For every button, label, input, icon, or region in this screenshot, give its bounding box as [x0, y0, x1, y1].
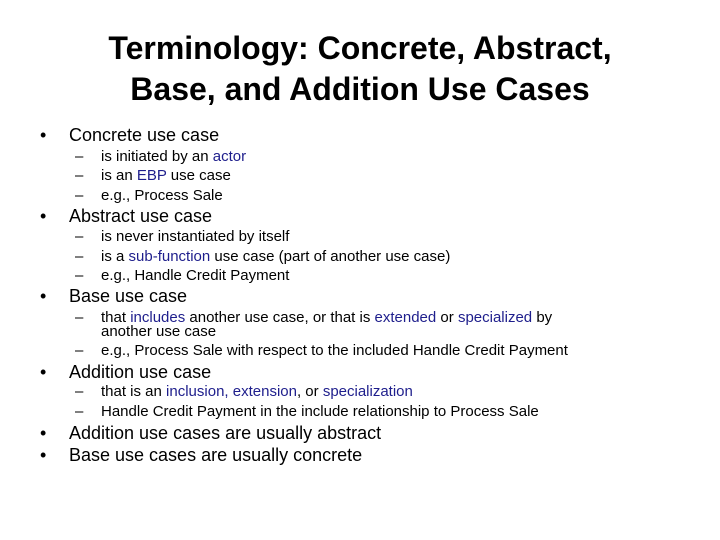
- term-inclusion-extension: inclusion, extension: [166, 383, 297, 400]
- term-ebp: EBP: [136, 167, 167, 184]
- text-span: by: [532, 309, 553, 326]
- bullet-marker: •: [40, 125, 47, 145]
- dash-marker: –: [75, 267, 84, 284]
- sub-item-text: [101, 248, 450, 265]
- title-line-2: Base, and Addition Use Cases: [130, 71, 590, 107]
- text-span: use case (part of another use case): [210, 248, 451, 265]
- dash-marker: –: [75, 228, 84, 245]
- term-extended: extended: [374, 309, 437, 326]
- sub-item-text: is never instantiated by itself: [101, 228, 290, 245]
- sub-item-text: [101, 167, 231, 184]
- text-span: , or: [296, 383, 323, 400]
- sub-item-text: [101, 148, 246, 165]
- sub-item-text: another use case: [101, 323, 217, 340]
- bullet-text: Base use case: [69, 286, 188, 306]
- bullet-marker: •: [40, 445, 47, 465]
- dash-marker: –: [75, 187, 84, 204]
- dash-marker: –: [75, 309, 84, 326]
- bullet-text: Addition use cases are usually abstract: [69, 423, 382, 443]
- term-sub-function: sub-function: [128, 248, 211, 265]
- text-span: is initiated by an: [101, 148, 213, 165]
- term-specialized: specialized: [457, 309, 533, 326]
- slide-title: [60, 28, 660, 110]
- bullet-text: Base use cases are usually concrete: [69, 445, 363, 465]
- dash-marker: –: [75, 248, 84, 265]
- title-line-1: Terminology: Concrete, Abstract,: [108, 30, 612, 66]
- bullet-text: Concrete use case: [69, 125, 220, 145]
- sub-item-text: [101, 383, 413, 400]
- bullet-marker: •: [40, 286, 47, 306]
- dash-marker: –: [75, 403, 84, 420]
- term-actor: actor: [212, 148, 247, 165]
- sub-item-text: Handle Credit Payment in the include relationship to Process Sale: [101, 403, 539, 420]
- text-span: another use case, or that is: [185, 309, 375, 326]
- bullet-marker: •: [40, 362, 47, 382]
- sub-item-text: e.g., Process Sale: [101, 187, 223, 204]
- bullet-text: Abstract use case: [69, 206, 213, 226]
- text-span: is a: [101, 248, 129, 265]
- bullet-marker: •: [40, 423, 47, 443]
- text-span: is an: [101, 167, 137, 184]
- text-span: or: [436, 309, 458, 326]
- bullet-marker: •: [40, 206, 47, 226]
- term-includes: includes: [130, 309, 186, 326]
- dash-marker: –: [75, 167, 84, 184]
- dash-marker: –: [75, 383, 84, 400]
- text-span: use case: [166, 167, 231, 184]
- sub-item-text: e.g., Handle Credit Payment: [101, 267, 290, 284]
- dash-marker: –: [75, 342, 84, 359]
- bullet-text: Addition use case: [69, 362, 212, 382]
- term-specialization: specialization: [322, 383, 413, 400]
- text-span: that is an: [101, 383, 167, 400]
- text-span: that: [101, 309, 131, 326]
- sub-item-text: e.g., Process Sale with respect to the included Handle Credit Payment: [101, 342, 568, 359]
- dash-marker: –: [75, 148, 84, 165]
